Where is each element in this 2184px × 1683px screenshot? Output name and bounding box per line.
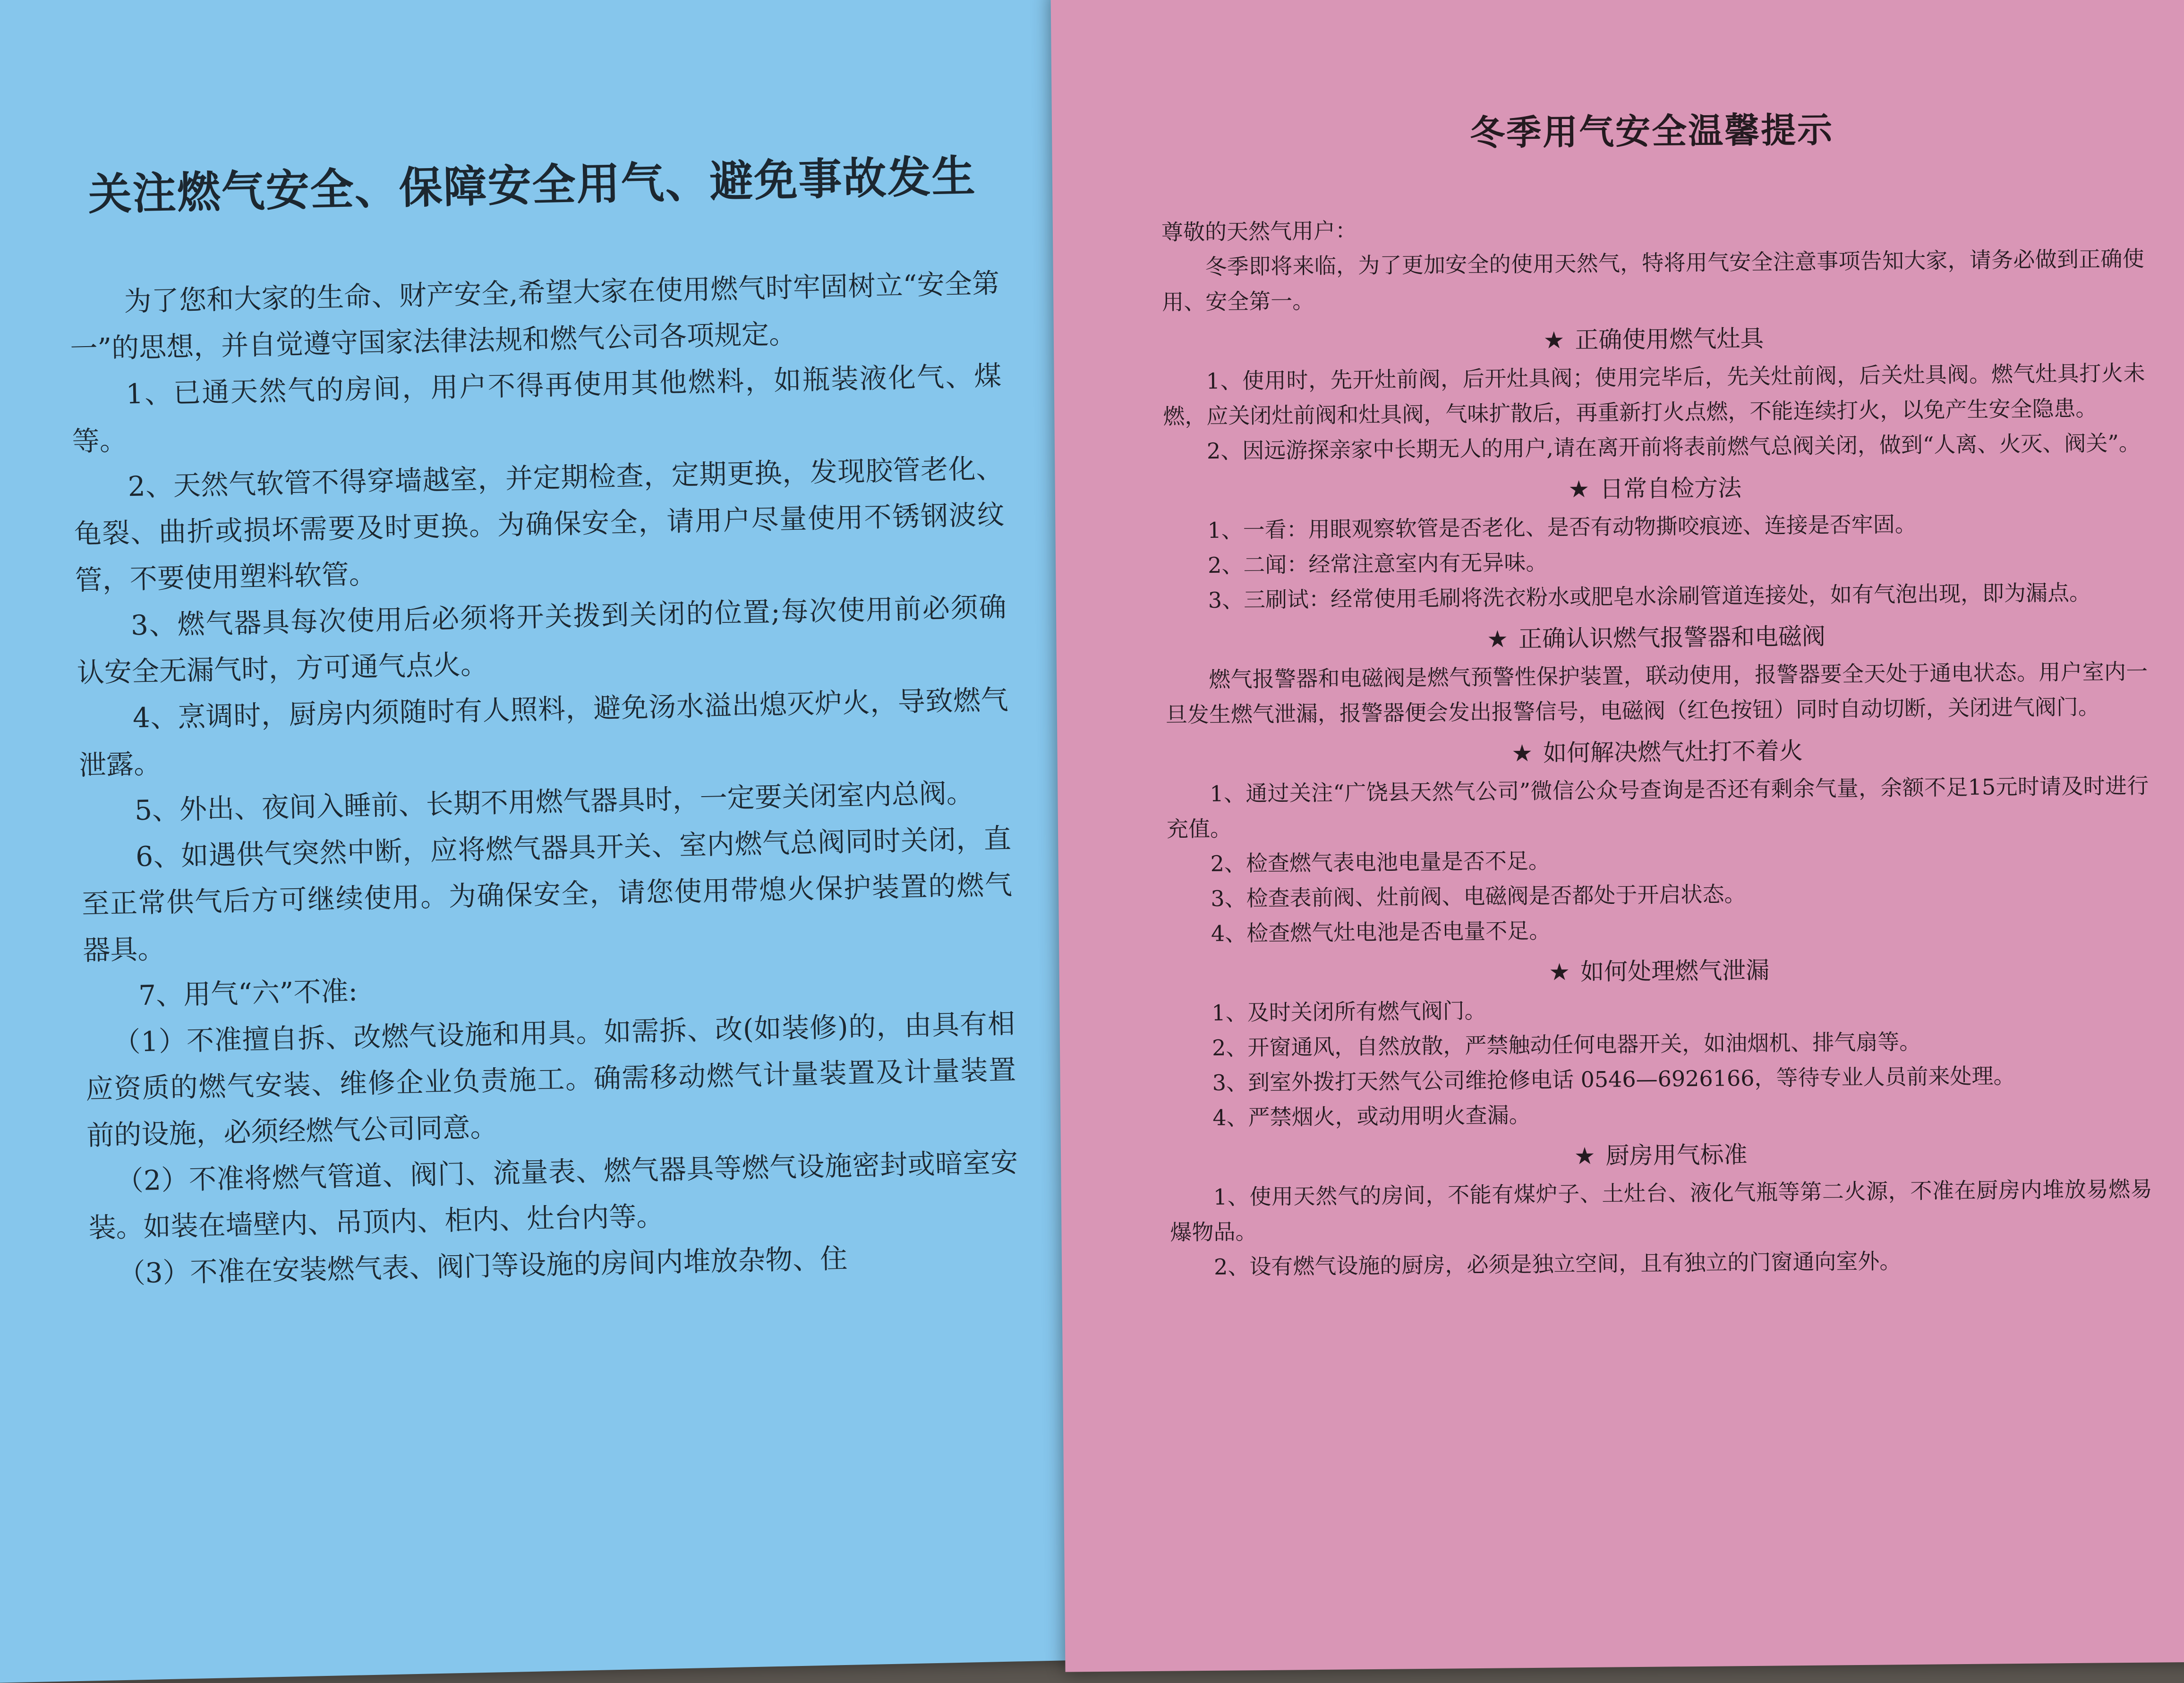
- section-item: 3、到室外拨打天然气公司维抢修电话 0546—6926166，等待专业人员前来处理。: [1212, 1063, 2015, 1096]
- section-item: 4、严禁烟火，或动用明火查漏。: [1212, 1102, 1531, 1130]
- left-notice-paragraph: （3）不准在安装燃气表、阀门等设施的房间内堆放杂物、住: [117, 1242, 848, 1290]
- left-notice-paragraph: 1、已通天然气的房间，用户不得再使用其他燃料，如瓶装液化气、煤等。: [72, 359, 1002, 458]
- left-notice-paragraph: （2）不准将燃气管道、阀门、流量表、燃气器具等燃气设施密封或暗室安装。如装在墙壁内、吊顶内、柜内、灶台内等。: [88, 1146, 1018, 1244]
- right-notice-sheet: [1051, 0, 2184, 1672]
- section-item: 1、及时关闭所有燃气阀门。: [1211, 997, 1486, 1026]
- left-notice-paragraph: 5、外出、夜间入睡前、长期不用燃气器具时，一定要关闭室内总阀。: [134, 776, 974, 827]
- section-item: 3、检查表前阀、灶前阀、电磁阀是否都处于开启状态。: [1211, 881, 1746, 911]
- star-icon: ★: [1549, 958, 1570, 986]
- section-item: 4、检查燃气灶电池是否电量不足。: [1211, 918, 1551, 946]
- section-heading-text: 日常自检方法: [1599, 474, 1742, 503]
- section-item: 1、使用时，先开灶前阀，后开灶具阀；使用完毕后，先关灶前阀，后关灶具阀。燃气灶具打火未燃，应关闭灶前阀和灶具阀，气味扩散后，再重新打火点燃，不能连续打火，以免产生安全隐患。: [1163, 360, 2145, 429]
- section-item: 1、通过关注“广饶县天然气公司”微信公众号查询是否还有剩余气量，余额不足15元时请及时进行充值。: [1166, 773, 2149, 842]
- left-notice-paragraph: 6、如遇供气突然中断，应将燃气器具开关、室内燃气总阀同时关闭，直至正常供气后方可继续使用。为确保安全，请您使用带熄火保护装置的燃气器具。: [81, 822, 1013, 967]
- right-notice-title: 冬季用气安全温馨提示: [1469, 110, 1834, 154]
- section-item: 2、二闻：经常注意室内有无异味。: [1207, 549, 1548, 578]
- section-item: 2、因远游探亲家中长期无人的用户,请在离开前将表前燃气总阀关闭，做到“人离、火灭、阀关”。: [1206, 430, 2141, 464]
- star-icon: ★: [1543, 326, 1565, 354]
- star-icon: ★: [1574, 1142, 1595, 1170]
- left-notice-paragraph: 2、天然气软管不得穿墙越室，并定期检查，定期更换，发现胶管老化、龟裂、曲折或损坏需要及时更换。为确保安全，请用户尽量使用不锈钢波纹管，不要使用塑料软管。: [74, 452, 1005, 596]
- section-heading-text: 正确使用燃气灶具: [1575, 324, 1764, 354]
- star-icon: ★: [1568, 475, 1590, 503]
- left-notice-paragraph: （1）不准擅自拆、改燃气设施和用具。如需拆、改(如装修)的，由具有相应资质的燃气安装、维修企业负责施工。确需移动燃气计量装置及计量装置前的设施，必须经燃气公司同意。: [85, 1007, 1016, 1152]
- section-item: 3、三刷试：经常使用毛刷将洗衣粉水或肥皂水涂刷管道连接处，如有气泡出现，即为漏点。: [1208, 579, 2091, 613]
- section-item: 2、检查燃气表电池电量是否不足。: [1210, 848, 1551, 876]
- left-notice-sheet: [0, 0, 1090, 1683]
- star-icon: ★: [1486, 625, 1509, 653]
- section-item: 2、开窗通风，自然放散，严禁触动任何电器开关，如油烟机、排气扇等。: [1211, 1028, 1921, 1061]
- section-item: 1、使用天然气的房间，不能有煤炉子、土灶台、液化气瓶等第二火源，不准在厨房内堆放易燃易爆物品。: [1170, 1176, 2152, 1245]
- section-heading-text: 如何解决燃气灶打不着火: [1543, 737, 1803, 767]
- right-notice-greeting: 尊敬的天然气用户：: [1161, 218, 1357, 245]
- section-heading-text: 正确认识燃气报警器和电磁阀: [1518, 622, 1826, 653]
- left-notice-paragraph: 7、用气“六”不准:: [138, 975, 358, 1012]
- section-heading-text: 厨房用气标准: [1605, 1141, 1748, 1170]
- section-item: 2、设有燃气设施的厨房，必须是独立空间，且有独立的门窗通向室外。: [1213, 1248, 1902, 1280]
- left-notice-title: 关注燃气安全、保障安全用气、避免事故发生: [87, 150, 977, 220]
- section-item: 燃气报警器和电磁阀是燃气预警性保护装置，联动使用，报警器要全天处于通电状态。用户室内一旦发生燃气泄漏，报警器便会发出报警信号，电磁阀（红色按钮）同时自动切断，关闭进气阀门。: [1165, 658, 2148, 728]
- left-notice-paragraph: 4、烹调时，厨房内须随时有人照料，避免汤水溢出熄灭炉火，导致燃气泄露。: [78, 683, 1009, 782]
- left-notice-paragraph: 为了您和大家的生命、财产安全,希望大家在使用燃气时牢固树立“安全第一”的思想，并自觉遵守国家法律法规和燃气公司各项规定。: [69, 267, 1000, 365]
- star-icon: ★: [1511, 739, 1533, 767]
- left-notice-paragraph: 3、燃气器具每次使用后必须将开关拨到关闭的位置;每次使用前必须确认安全无漏气时，方可通气点火。: [77, 591, 1007, 689]
- section-item: 1、一看：用眼观察软管是否老化、是否有动物撕咬痕迹、连接是否牢固。: [1207, 511, 1917, 543]
- section-heading-text: 如何处理燃气泄漏: [1580, 956, 1770, 986]
- right-notice-intro: 冬季即将来临，为了更加安全的使用天然气，特将用气安全注意事项告知大家，请务必做到正确使用、安全第一。: [1162, 246, 2144, 315]
